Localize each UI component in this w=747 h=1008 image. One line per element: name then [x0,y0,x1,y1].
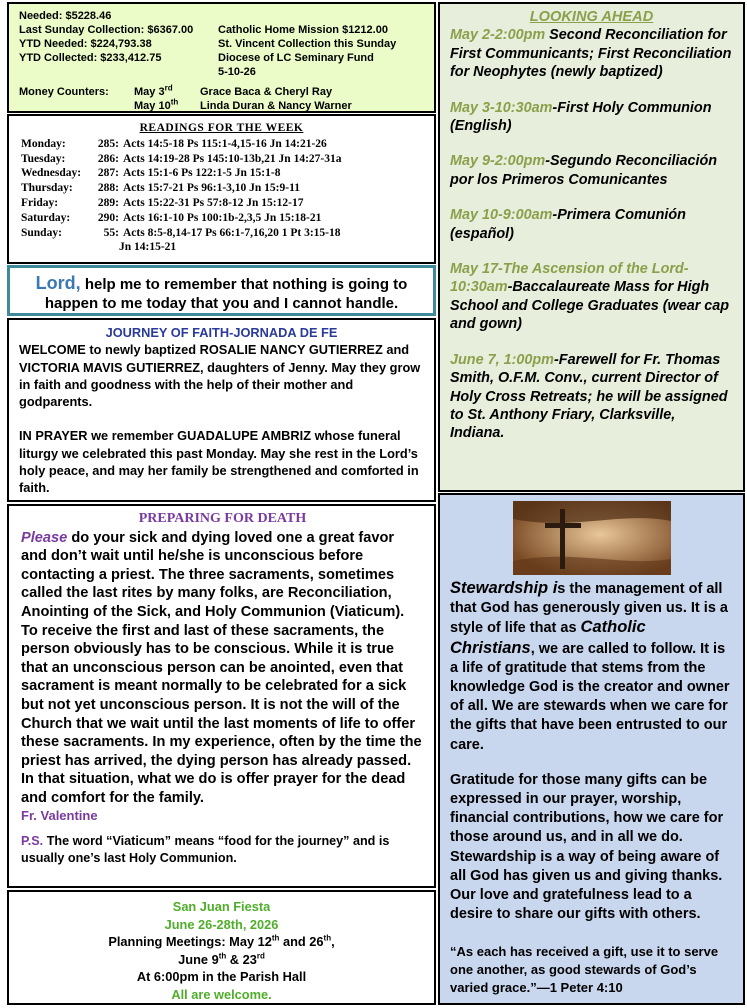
event-item [450,260,733,334]
readings-box [7,114,436,264]
counter-date: May 10th [134,97,179,112]
event-item [450,206,733,243]
reading-day: Wednesday: [21,167,82,180]
finance-row [19,51,424,65]
postscript [21,833,424,867]
event-when: May 17-The Ascension of the Lord-10:30am [450,261,689,296]
seminary-fund: Diocese of LC Seminary Fund [218,52,374,64]
event-when: May 10-9:00am [450,207,553,224]
finance-box [7,2,436,113]
lord-text: help me to remember that nothing is going to happen to me today that you and I cannot handle. [44,276,408,312]
event-when: May 9-2:00pm [450,153,546,170]
reading-day: Friday: [21,196,59,209]
stewardship-box [438,493,745,1005]
fiesta-dates: June 26-28th, 2026 [164,916,279,932]
finance-row [19,65,424,79]
reading-row [21,137,422,152]
reading-text: Acts 15:22-31 Ps 57:8-12 Jn 15:12-17 [123,196,304,209]
reading-text: Acts 8:5-8,14-17 Ps 66:1-7,16,20 1 Pt 3:15-18 [123,226,341,239]
preparing-for-death-box [7,504,436,888]
event-item [450,99,733,136]
journey-prayer: IN PRAYER we remember GUADALUPE AMBRIZ whose funeral liturgy we celebrated this past Monday. May she rest in the Lord’s holy peace, and may her family be strengthened and comforted in faith. [19,428,419,496]
death-body: Please do your sick and dying loved one a great favor and don’t wait until he/she is unconscious before contacting a priest. The three sacraments, sometimes called the last rites by many folks, are Reconciliation, Anointing of the Sick, and Holy Communion (Viaticum). To receive the first and last of these sacraments, the person obviously has to be conscious. While it is true that an unconscious person can be anointed, even that sacrament is meant normally to be celebrated for a sick but not yet unconscious person. It is not the will of the Church that we wait until the last moments of life to offer these sacraments. In my experience, often by the time the priest has arrived, the dying person has already passed. In that situation, what we do is offer prayer for the dead and comfort for the family. [21,529,422,806]
ytd-collected: YTD Collected: $233,412.75 [19,52,162,64]
finance-row [19,23,424,37]
reading-day: Thursday: [21,182,73,195]
looking-ahead-box [438,2,745,492]
reading-number: 288: [97,182,119,195]
event-what: Second Reconciliation for First Communicants; First Reconciliation for Neophytes (newly baptized) [450,27,732,81]
event-when: June 7, 1:00pm [450,351,554,368]
planning-meetings-dates: June 9th & 23rd [178,951,265,967]
journey-welcome: WELCOME to newly baptized ROSALIE NANCY GUTIERREZ and VICTORIA MAVIS GUTIERREZ, daughters of Jenny. May they grow in faith and goodness with the help of their mother and godparents. [19,342,421,410]
lord-lead: Lord, [35,273,81,293]
seminary-fund-date: 5-10-26 [218,66,256,78]
event-what: -Primera Comunión (español) [450,207,686,242]
ps-label: P.S. [21,833,44,848]
reading-day: Saturday: [21,211,71,224]
reading-number: 287: [97,167,119,180]
event-what: -Farewell for Fr. Thomas Smith, O.F.M. Conv., current Director of Holy Cross Retreats; he will be assigned to St. Anthony Friary, Clarksville, Indiana. [450,351,728,442]
reading-number: 289: [97,196,119,209]
death-title: PREPARING FOR DEATH [138,511,307,526]
event-what: -Baccalaureate Mass for High School and College Graduates (wear cap and gown) [450,279,730,333]
reading-text: Acts 14:5-18 Ps 115:1-4,15-16 Jn 14:21-26 [123,137,327,150]
ytd-needed: YTD Needed: $224,793.38 [19,38,152,50]
counter-date: May 3rd [134,83,173,98]
reading-number: 285: [97,137,119,150]
reading-row [21,226,422,241]
event-when: May 2-2:00pm [450,27,546,44]
reading-text: Acts 16:1-10 Ps 100:1b-2,3,5 Jn 15:18-21 [123,211,322,224]
reading-row [21,166,422,181]
needed-amount: Needed: $5228.46 [19,10,112,22]
reading-text: Acts 15:1-6 Ps 122:1-5 Jn 15:1-8 [123,167,281,180]
reading-number: 290: [97,211,119,224]
wooden-cross-image [513,501,671,575]
fiesta-welcome: All are welcome. [171,986,272,1002]
finance-row [19,37,424,51]
money-counters [19,85,424,113]
st-vincent-collection: St. Vincent Collection this Sunday [218,38,397,50]
last-sunday-collection: Last Sunday Collection: $6367.00 [19,24,194,36]
fiesta-box [7,890,436,1005]
money-counters-label: Money Counters: [19,86,109,98]
reading-number: 286: [97,152,119,165]
reading-day: Tuesday: [21,152,66,165]
reading-row [21,211,422,226]
event-what: -Segundo Reconciliación por los Primeros Comunicantes [450,153,718,188]
reading-row [21,181,422,196]
events-list [450,26,733,442]
counter-names: Grace Baca & Cheryl Ray [200,86,333,98]
scripture-quote: “As each has received a gift, use it to serve one another, as good stewards of God’s varied grace.”—1 Peter 4:10 [450,944,719,995]
stewardship-definition: Stewardship is the management of all that God has generously given us. It is a style of life that as Catholic Christians, we are called to follow. It is a life of gratitude that stems from the knowledge God is the creator and owner of all. We are stewards when we care for the gifts that have been entrusted to our care. [450,579,730,753]
please-word: Please [21,529,68,546]
readings-list [21,137,422,241]
reading-row [21,152,422,167]
counter-names: Linda Duran & Nancy Warner [200,100,352,112]
reading-text: Acts 15:7-21 Ps 96:1-3,10 Jn 15:9-11 [123,182,300,195]
fiesta-title: San Juan Fiesta [172,899,271,914]
stewardship-gratitude: Gratitude for those many gifts can be expressed in our prayer, worship, financial contributions, how we care for those around us, and in all we do. Stewardship is a way of being aware of all God has given us and giving thanks. Our love and gratefulness lead to a desire to share our gifts with others. [450,771,724,923]
journey-title: JOURNEY OF FAITH-JORNADA DE FE [105,325,338,340]
catholic-home-mission: Catholic Home Mission $1212.00 [218,24,388,36]
looking-ahead-title: LOOKING AHEAD [529,9,654,25]
reading-day: Sunday: [21,226,62,239]
event-item [450,152,733,189]
meeting-location: At 6:00pm in the Parish Hall [136,969,307,985]
ps-text: The word “Viaticum” means “food for the journey” and is usually one’s last Holy Communion. [21,833,390,865]
planning-meetings: Planning Meetings: May 12th and 26th, [108,933,335,950]
readings-title: READINGS FOR THE WEEK [139,122,304,134]
reading-row [21,196,422,211]
signature: Fr. Valentine [21,807,98,823]
event-what: -First Holy Communion (English) [450,99,712,135]
reading-number: 55: [103,226,119,239]
lord-prayer-box [7,265,436,316]
event-when: May 3-10:30am [450,99,553,116]
reading-text: Acts 14:19-28 Ps 145:10-13b,21 Jn 14:27-31a [123,152,342,165]
sunday-reading-continued: Jn 14:15-21 [119,241,177,254]
event-item [450,351,733,443]
event-item [450,26,733,81]
journey-of-faith-box [7,318,436,502]
reading-day: Monday: [21,137,66,150]
